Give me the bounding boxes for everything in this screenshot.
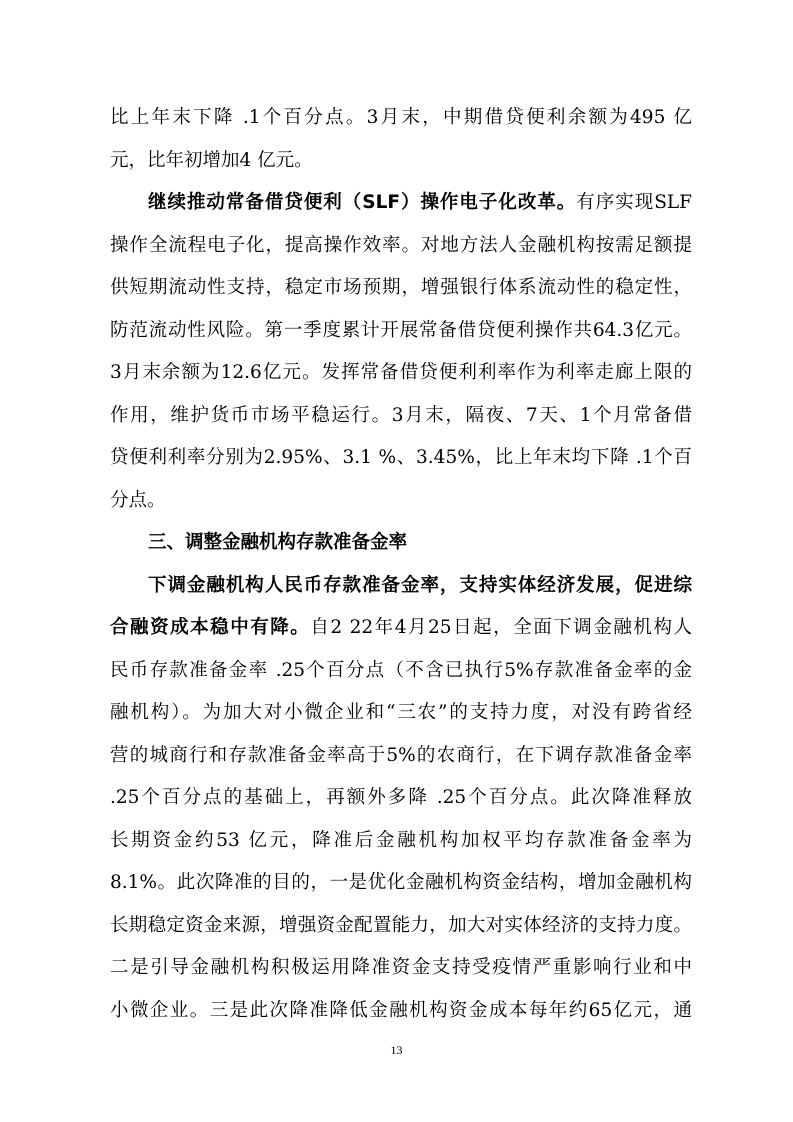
- text-line: 二是引导金融机构积极运用降准资金支持受疫情严重影响行业和中: [110, 957, 692, 978]
- paragraph-rrr-line2: [110, 607, 692, 650]
- text-line: 贷便利利率分别为2.95%、3.1 %、3.45%，比上年末均下降 .1个百: [110, 447, 692, 468]
- text-line: 操作全流程电子化，提高操作效率。对地方法人金融机构按需足额提: [110, 234, 692, 256]
- bold-lead-sentence: 下调金融机构人民币存款准备金率，支持实体经济发展，促进综: [148, 574, 692, 596]
- text-line: 小微企业。三是此次降准降低金融机构资金成本每年约65亿元，通: [110, 999, 692, 1021]
- paragraph-slf-start: [110, 182, 692, 225]
- text-line: 3月末余额为12.6亿元。发挥常备借贷便利利率作为利率走廊上限的: [110, 362, 692, 383]
- text-line: 防范流动性风险。第一季度累计开展常备借贷便利操作共64.3亿元。: [110, 319, 692, 341]
- bold-lead-sentence: 继续推动常备借贷便利（SLF）操作电子化改革。: [148, 192, 577, 213]
- section-heading: 三、调整金融机构存款准备金率: [148, 532, 408, 553]
- text-line: 分点。: [110, 489, 166, 511]
- text-line: 元，比年初增加4 亿元。: [110, 149, 313, 171]
- text-line: 作用，维护货币市场平稳运行。3月末，隔夜、7天、1个月常备借: [110, 404, 692, 426]
- text-line: 供短期流动性支持，稳定市场预期，增强银行体系流动性的稳定性，: [110, 277, 692, 298]
- text-span: 有序实现SLF: [576, 192, 692, 213]
- page-number: 13: [390, 1043, 403, 1057]
- text-line: 融机构）。为加大对小微企业和“三农”的支持力度，对没有跨省经: [110, 702, 692, 723]
- text-line: .25个百分点的基础上，再额外多降 .25个百分点。此次降准释放: [110, 787, 692, 808]
- bold-lead-sentence: 合融资成本稳中有降。: [110, 617, 311, 638]
- text-line: 8.1%。此次降准的目的，一是优化金融机构资金结构，增加金融机构: [110, 872, 692, 893]
- text-line: 长期稳定资金来源，增强资金配置能力，加大对实体经济的支持力度。: [110, 914, 692, 936]
- document-body: [110, 97, 692, 1032]
- text-line: 民币存款准备金率 .25个百分点（不含已执行5%存款准备金率的金: [110, 659, 692, 681]
- text-line: 比上年末下降 .1个百分点。3月末，中期借贷便利余额为495 亿: [110, 107, 692, 128]
- text-span: 自2 22年4月25日起，全面下调金融机构人: [310, 617, 692, 638]
- text-line: 长期资金约53 亿元，降准后金融机构加权平均存款准备金率为: [110, 829, 692, 851]
- text-line: 营的城商行和存款准备金率高于5%的农商行，在下调存款准备金率: [110, 744, 692, 766]
